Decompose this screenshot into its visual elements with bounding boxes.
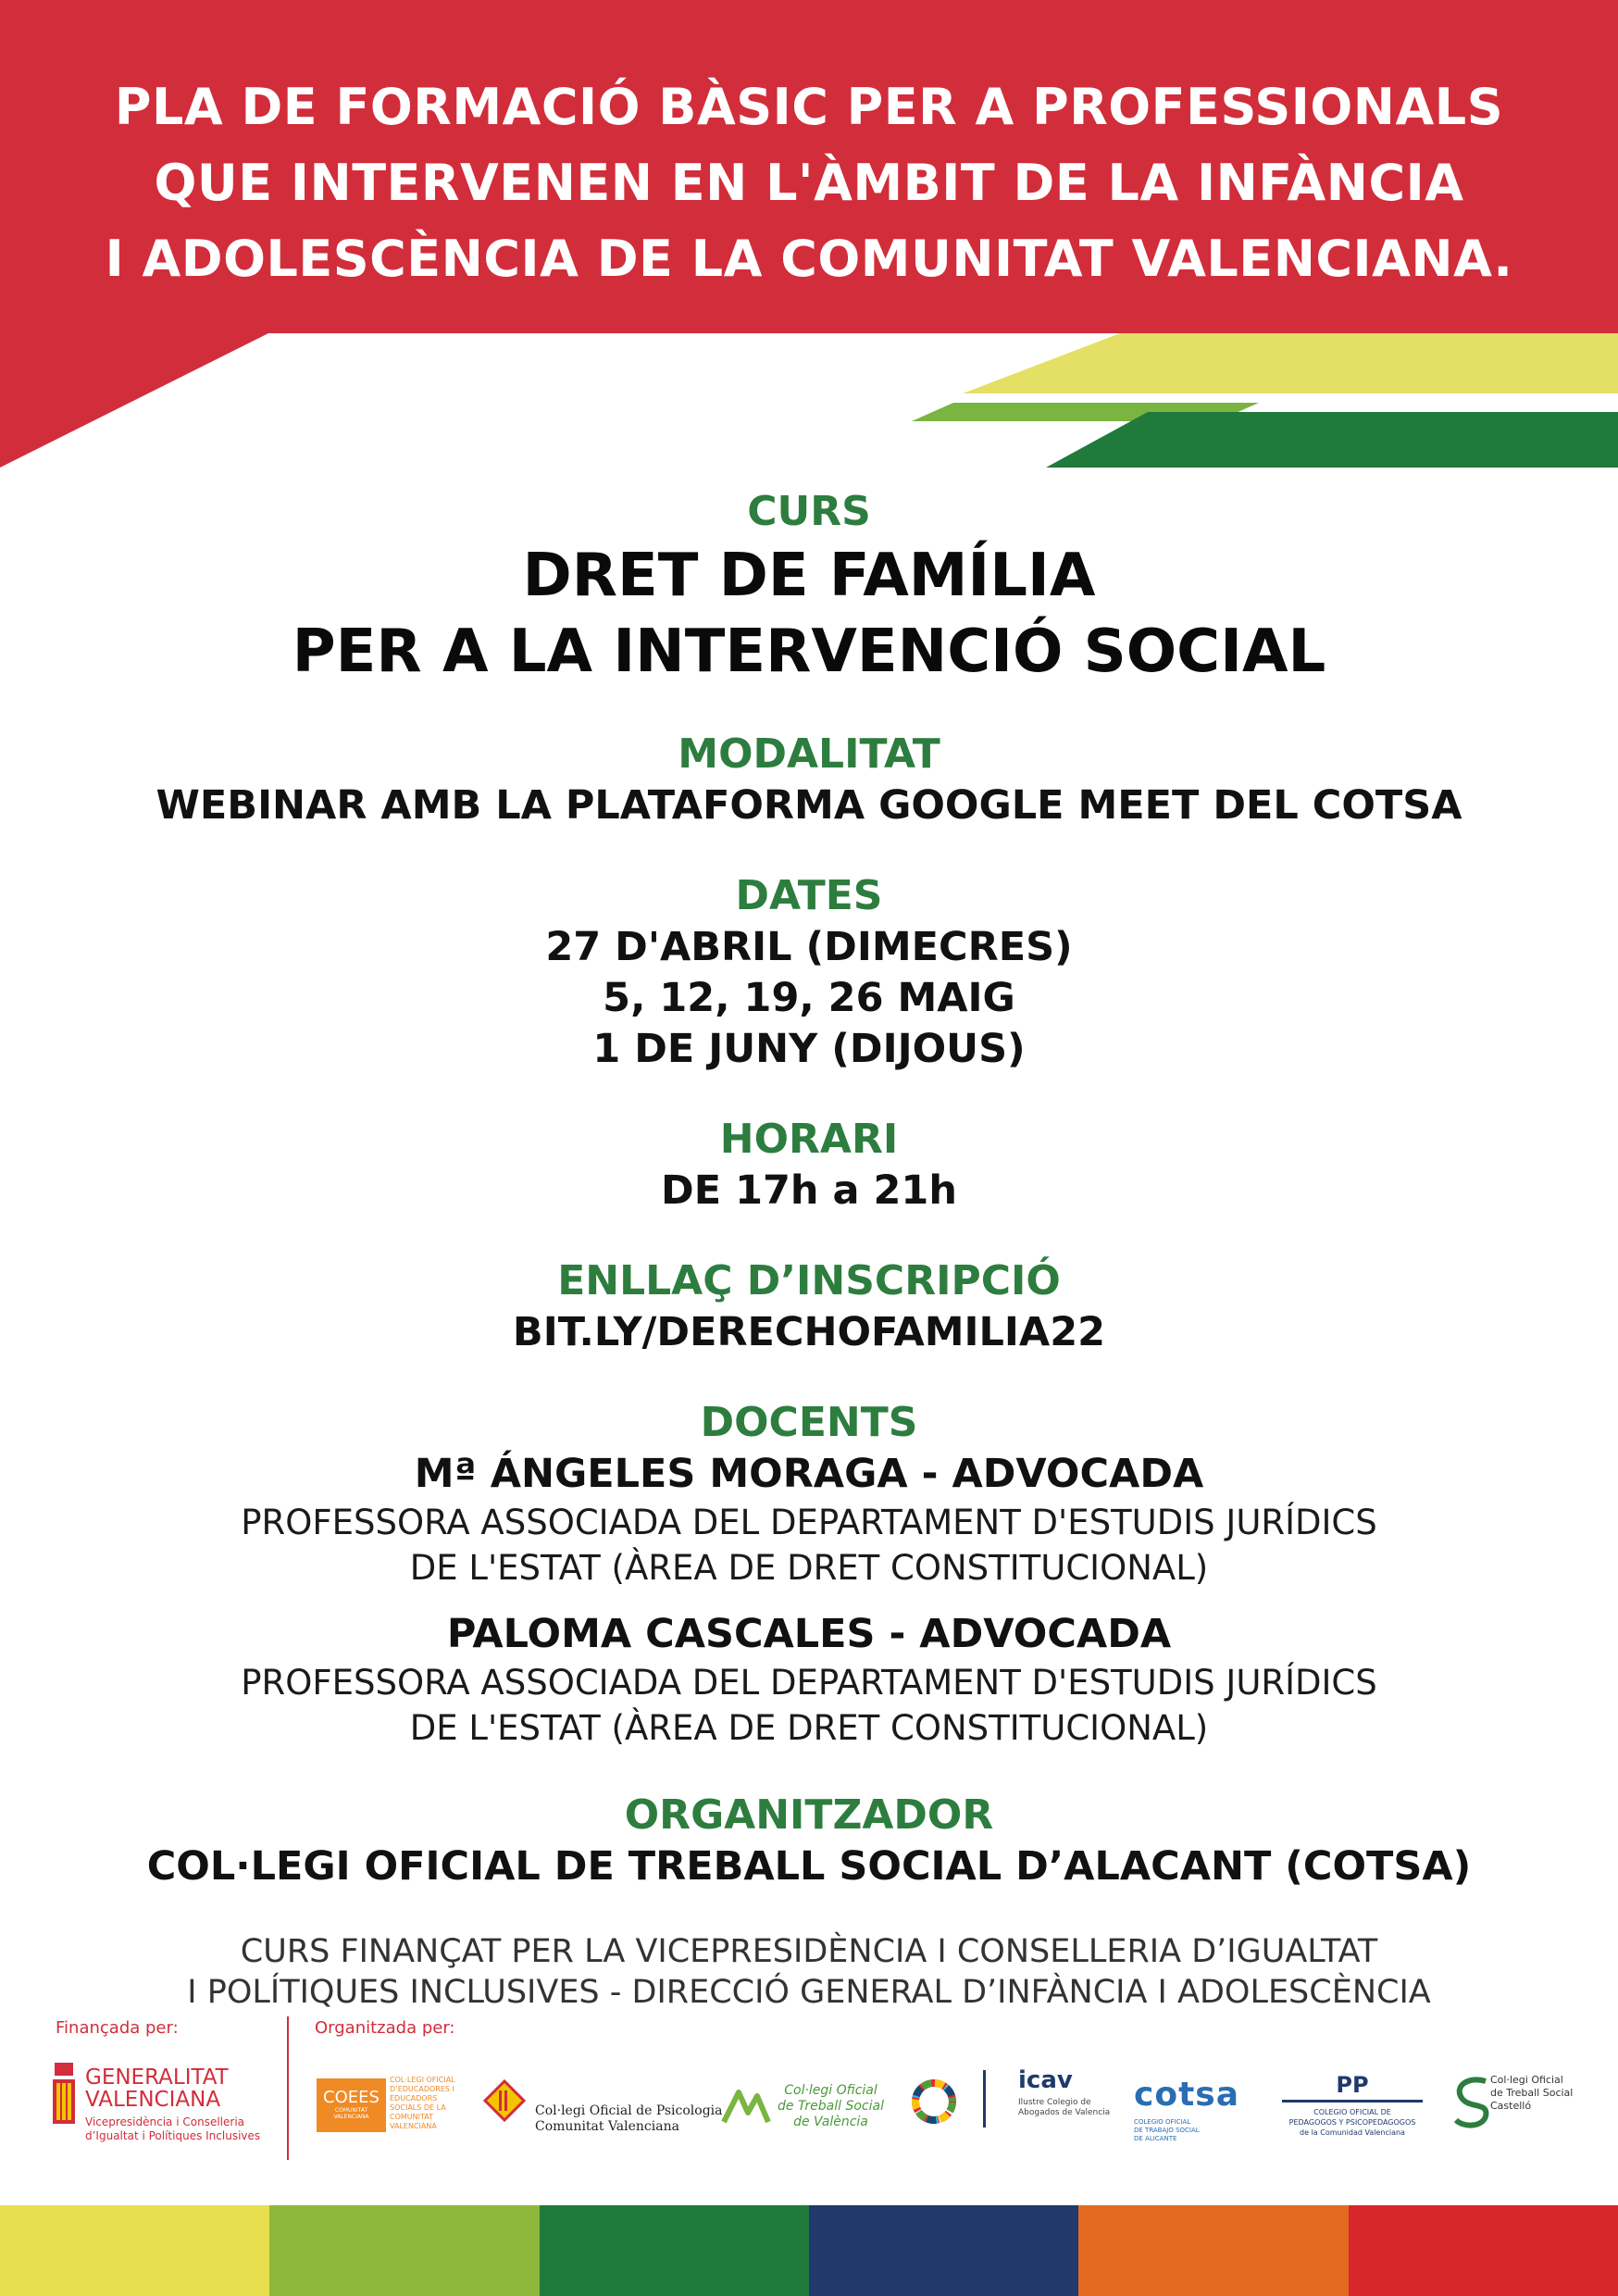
generalitat-dept (85, 2115, 260, 2143)
color-segment (269, 2205, 539, 2296)
pedagogos-text (1282, 2107, 1423, 2138)
coees-text (390, 2076, 455, 2131)
logos-strip (0, 2009, 1618, 2176)
funding-note: I POLÍTIQUES INCLUSIVES - DIRECCIÓ GENERAL D’INFÀNCIA I ADOLESCÈNCIA (187, 1974, 1431, 2011)
generalitat-logo (85, 2066, 229, 2111)
psicologia-emblem-icon (483, 2079, 526, 2122)
course-title-line: DRET DE FAMÍLIA (522, 542, 1096, 610)
cotsa-line: COLEGIO OFICIAL (1134, 2118, 1191, 2126)
treball-valencia-line: de Treball Social (778, 2099, 884, 2114)
sdg-wheel-icon (912, 2079, 956, 2124)
icav-line: Abogados de Valencia (1018, 2108, 1111, 2117)
generalitat-dept-line: d’Igualtat i Polítiques Inclusives (85, 2129, 261, 2142)
schedule-value: DE 17h a 21h (661, 1167, 957, 1214)
footer-divider (287, 2016, 289, 2160)
organizer-label: ORGANITZADOR (624, 1791, 994, 1839)
teachers-label: DOCENTS (700, 1399, 918, 1446)
organized-by-label: Organitzada per: (315, 2018, 455, 2038)
coees-mark-sub: COMUNITAT VALENCIANA (333, 2107, 369, 2120)
cotsa-mark: cotsa (1134, 2076, 1240, 2114)
program-title-line: QUE INTERVENEN EN L'ÀMBIT DE LA INFÀNCIA (154, 154, 1464, 212)
coees-logo (317, 2078, 386, 2132)
generalitat-dept-line: Vicepresidència i Conselleria (85, 2115, 245, 2128)
color-segment (540, 2205, 809, 2296)
psicologia-line: Col·legi Oficial de Psicologia (535, 2103, 723, 2118)
castello-line: Castelló (1490, 2100, 1532, 2112)
generalitat-crest-icon (51, 2063, 77, 2128)
coees-line: SOCIALS DE LA (390, 2103, 446, 2112)
modality-value: WEBINAR AMB LA PLATAFORMA GOOGLE MEET DEL COTSA (156, 782, 1462, 829)
coees-line: D’EDUCADORES I (390, 2085, 454, 2093)
color-segment (1078, 2205, 1348, 2296)
treball-valencia-line: de València (793, 2115, 868, 2129)
coees-line: COMUNITAT (390, 2113, 433, 2121)
pedagogos-line: de la Comunidad Valenciana (1300, 2128, 1405, 2137)
pedagogos-mark: PP (1336, 2072, 1369, 2098)
date-line: 27 D'ABRIL (DIMECRES) (545, 924, 1073, 970)
coees-line: COL·LEGI OFICIAL (390, 2076, 455, 2084)
coees-line: EDUCADORS (390, 2094, 438, 2103)
date-line: 1 DE JUNY (DIJOUS) (592, 1026, 1026, 1072)
treball-valencia-line: Col·legi Oficial (784, 2083, 877, 2098)
coees-line: VALENCIANA (390, 2122, 437, 2130)
program-title-line: PLA DE FORMACIÓ BÀSIC PER A PROFESSIONALS (114, 78, 1504, 136)
icav-bar (983, 2070, 986, 2128)
coees-mark: COEES (323, 2088, 380, 2107)
teacher-description: DE L'ESTAT (ÀREA DE DRET CONSTITUCIONAL) (409, 1708, 1209, 1748)
psicologia-text (535, 2103, 723, 2135)
color-segment (809, 2205, 1078, 2296)
teacher-name: Mª ÁNGELES MORAGA - ADVOCADA (414, 1451, 1204, 1497)
program-title-line: I ADOLESCÈNCIA DE LA COMUNITAT VALENCIANA. (105, 230, 1513, 288)
registration-label: ENLLAÇ D’INSCRIPCIÓ (557, 1257, 1061, 1304)
icav-line: Ilustre Colegio de (1018, 2098, 1091, 2107)
pedagogos-mark-wrap (1282, 2072, 1423, 2103)
castello-line: Col·legi Oficial (1490, 2074, 1563, 2086)
dates-label: DATES (735, 872, 883, 919)
course-details (0, 486, 1618, 2013)
teacher-description: PROFESSORA ASSOCIADA DEL DEPARTAMENT D'ESTUDIS JURÍDICS (241, 1503, 1377, 1542)
teacher-description: PROFESSORA ASSOCIADA DEL DEPARTAMENT D'ESTUDIS JURÍDICS (241, 1663, 1377, 1703)
cotsa-text (1134, 2118, 1200, 2143)
organizer-value: COL·LEGI OFICIAL DE TREBALL SOCIAL D’ALACANT (COTSA) (146, 1843, 1472, 1890)
teacher-name: PALOMA CASCALES - ADVOCADA (446, 1611, 1172, 1657)
course-title-line: PER A LA INTERVENCIÓ SOCIAL (292, 618, 1326, 686)
generalitat-name: GENERALITAT (85, 2065, 229, 2090)
color-segment (0, 2205, 269, 2296)
treball-valencia-icon (720, 2085, 772, 2128)
color-segment (1349, 2205, 1618, 2296)
teacher-description: DE L'ESTAT (ÀREA DE DRET CONSTITUCIONAL) (409, 1548, 1209, 1588)
course-label: CURS (747, 488, 871, 535)
castello-text (1490, 2074, 1573, 2113)
date-line: 5, 12, 19, 26 MAIG (603, 975, 1015, 1021)
pedagogos-line: COLEGIO OFICIAL DE (1313, 2108, 1391, 2116)
castello-line: de Treball Social (1490, 2087, 1574, 2099)
bottom-color-bar (0, 2205, 1618, 2296)
cotsa-line: DE TRABAJO SOCIAL (1134, 2127, 1200, 2134)
cotsa-line: DE ALICANTE (1134, 2135, 1177, 2142)
pedagogos-line: PEDAGOGOS Y PSICOPEDAGOGOS (1288, 2118, 1416, 2127)
icav-text (1018, 2098, 1110, 2118)
funding-note: CURS FINANÇAT PER LA VICEPRESIDÈNCIA I CONSELLERIA D’IGUALTAT (240, 1933, 1378, 1970)
treball-valencia-text (778, 2083, 884, 2130)
header-banner (0, 0, 1618, 468)
program-title (0, 69, 1618, 297)
psicologia-line: Comunitat Valenciana (535, 2119, 679, 2134)
registration-link[interactable]: BIT.LY/DERECHOFAMILIA22 (512, 1309, 1106, 1355)
modality-label: MODALITAT (678, 730, 940, 778)
schedule-label: HORARI (719, 1116, 899, 1163)
icav-mark: icav (1018, 2066, 1073, 2094)
generalitat-name: VALENCIANA (85, 2088, 221, 2112)
financed-by-label: Finançada per: (56, 2018, 179, 2038)
